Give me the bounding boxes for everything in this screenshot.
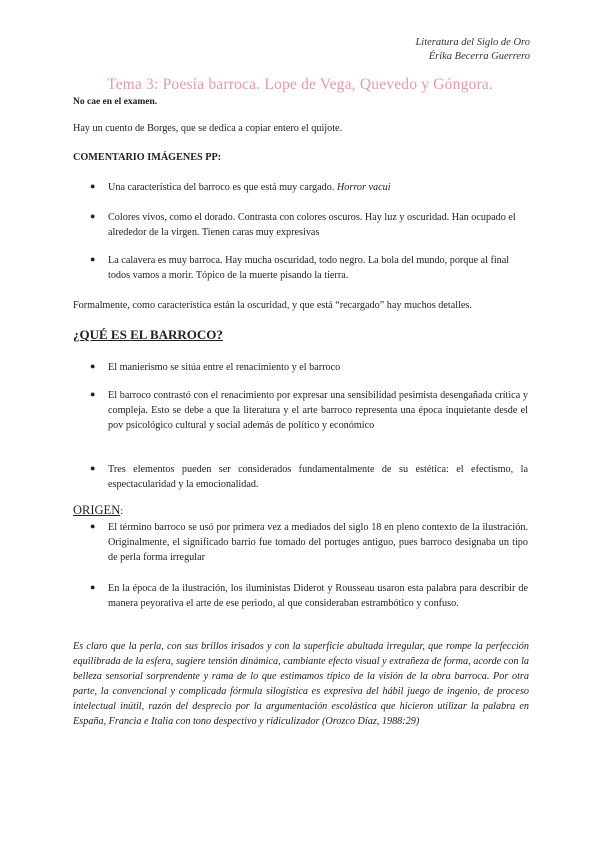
intro-paragraph: Hay un cuento de Borges, que se dedica a copiar entero el quijote. [73,123,343,134]
header-course: Literatura del Siglo de Oro [415,37,530,48]
bullet-icon: ● [90,181,96,191]
comentario-bullet-2: Colores vivos, como el dorado. Contrasta con colores oscuros. Hay luz y oscuridad. Han ocupado el alrededor de la virgen. Tienen caras muy expresivas [108,212,516,238]
barroco-bullet-3: Tres elementos pueden ser considerados fundamentalmente de su estética: el efectismo, la espectacularidad y la emocionalidad. [108,464,528,490]
bullet-italic: Horror vacui [336,182,391,193]
page-title: Tema 3: Poesía barroca. Lope de Vega, Quevedo y Góngora. [106,76,493,93]
origen-heading-text: ORIGEN [73,503,121,517]
barroco-heading: ¿QUÉ ES EL BARROCO? [73,327,223,342]
bullet-icon: ● [90,582,96,592]
bullet-icon: ● [90,389,96,399]
quote-paragraph: Es claro que la perla, con sus brillos irisados y con la superficie abultada irregular, que rompe la perfección equilibrada de la esfera, sugiere tensión dinámica, cambiante efecto visual y extrañeza de forma, acorde con la belleza sensorial sorprendente y rama de lo que estimamos típico de la visión de la obra barroca. Por otra parte, la convencional y complicada fórmula silogística es expresiva del hábil juego de ingenio, de proceso intelectual inútil, razón del desprecio por la argumentación escolástica que hicieron utilizar la palabra en España, Francia e Italia con tono despectivo y ridiculizador (Orozco Díaz, 1988:29) [73,641,529,727]
bullet-text: Una característica del barroco es que está muy cargado. [108,182,337,193]
comentario-closing: Formalmente, como característica están la oscuridad, y que está “recargado” hay muchos detalles. [73,300,472,311]
bullet-icon: ● [90,361,96,371]
comentario-bullet-3: La calavera es muy barroca. Hay mucha oscuridad, todo negro. La bola del mundo, porque al final todos vamos a morir. Tópico de la muerte pisando la tierra. [108,255,510,281]
comentario-bullet-1 [108,180,528,195]
origen-bullet-1: El término barroco se usó por primera vez a mediados del siglo 18 en pleno contexto de la ilustración. Originalmente, el significado barrio fue tomado del portuges antiguo, pues barroco designaba un tipo de perla forma irregular [108,522,528,563]
bullet-icon: ● [90,521,96,531]
bullet-icon: ● [90,463,96,473]
exam-note: No cae en el examen. [73,97,158,107]
header-author: Érika Becerra Guerrero [428,51,530,62]
origen-heading [73,503,123,518]
origen-colon: : [120,506,124,517]
bullet-icon: ● [90,254,96,264]
comentario-heading: COMENTARIO IMÁGENES PP: [73,152,222,163]
bullet-icon: ● [90,211,96,221]
barroco-bullet-2: El barroco contrastó con el renacimiento por expresar una sensibilidad pesimista desengañada crítica y compleja. Esto se debe a que la literatura y el arte barroco representa una época inquietante desde el pov psicológico cultural y social además de político y económico [108,390,528,431]
barroco-bullet-1: El manierismo se sitúa entre el renacimiento y el barroco [108,362,341,373]
origen-bullet-2: En la época de la ilustración, los iluministas Diderot y Rousseau usaron esta palabra para describir de manera peyorativa el arte de ese periodo, al que consideraban estrambótico y confuso. [108,583,528,609]
